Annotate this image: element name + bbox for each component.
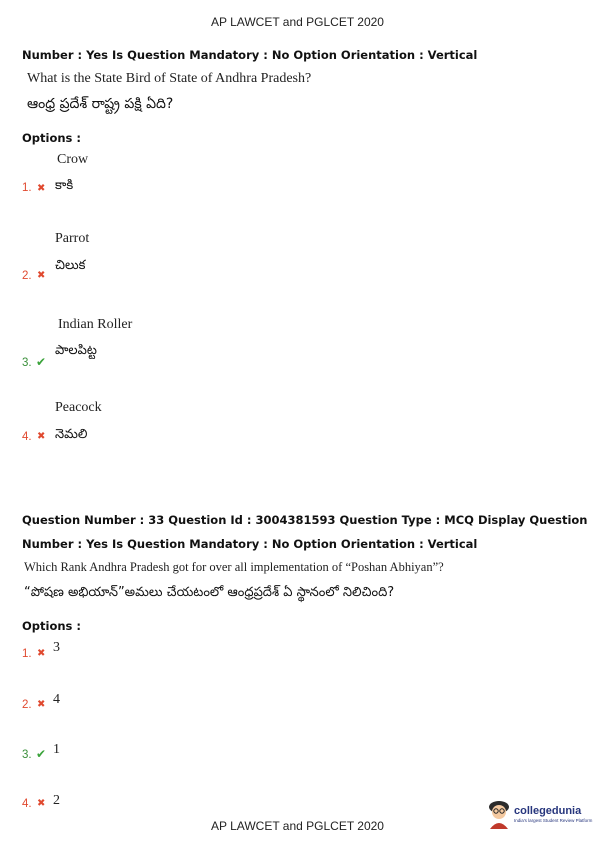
q1-option-2-en: Parrot — [55, 231, 90, 246]
q1-options-label: Options : — [22, 131, 81, 145]
wrong-icon: ✖ — [37, 648, 46, 659]
q1-option-3-en: Indian Roller — [58, 317, 133, 332]
q1-option-3-number: 3. — [22, 357, 32, 369]
q2-option-4-number: 4. — [22, 798, 32, 810]
q1-option-4-number: 4. — [22, 431, 32, 443]
q1-option-4-te: నెమలి — [55, 427, 88, 442]
q1-option-2-te: చిలుక — [55, 258, 86, 273]
q1-option-1-number: 1. — [22, 182, 32, 194]
wrong-icon: ✖ — [37, 183, 46, 194]
check-icon: ✔ — [36, 355, 47, 369]
q2-option-1-value: 3 — [53, 640, 60, 655]
q2-options-label: Options : — [22, 619, 81, 633]
page-header: AP LAWCET and PGLCET 2020 — [211, 15, 384, 29]
q2-header-line: Question Number : 33 Question Id : 3004381593 Question Type : MCQ Display Question — [22, 513, 588, 527]
q2-option-4-value: 2 — [53, 793, 60, 808]
q2-option-3-value: 1 — [53, 742, 60, 757]
q2-meta: Number : Yes Is Question Mandatory : No Option Orientation : Vertical — [22, 537, 478, 551]
q2-question-en: Which Rank Andhra Pradesh got for over all implementation of “Poshan Abhiyan”? — [24, 560, 444, 574]
q1-meta: Number : Yes Is Question Mandatory : No Option Orientation : Vertical — [22, 48, 478, 62]
collegedunia-mascot-icon — [485, 799, 513, 829]
q1-option-2-number: 2. — [22, 270, 32, 282]
wrong-icon: ✖ — [37, 270, 46, 281]
q2-question-te: “పోషణ అభియాన్”అమలు చేయటంలో ఆంధ్రప్రదేశ్ ఏ స్థానంలో నిలిచింది? — [24, 585, 395, 600]
q2-option-1-number: 1. — [22, 648, 32, 660]
q1-option-3-te: పాలపిట్ట — [55, 343, 97, 358]
check-icon: ✔ — [36, 747, 47, 761]
page-footer: AP LAWCET and PGLCET 2020 — [211, 819, 384, 833]
wrong-icon: ✖ — [37, 798, 46, 809]
logo-tagline: India's largest Student Review Platform — [514, 818, 593, 823]
q2-option-2-value: 4 — [53, 692, 60, 707]
wrong-icon: ✖ — [37, 699, 46, 710]
logo-name: collegedunia — [514, 805, 582, 817]
q1-option-4-en: Peacock — [55, 400, 102, 415]
q2-option-2-number: 2. — [22, 699, 32, 711]
wrong-icon: ✖ — [37, 431, 46, 442]
q1-option-1-te: కాకి — [55, 178, 74, 193]
q2-option-3-number: 3. — [22, 749, 32, 761]
q1-question-en: What is the State Bird of State of Andhra Pradesh? — [27, 71, 312, 86]
q1-option-1-en: Crow — [57, 152, 89, 167]
q1-question-te: ఆంధ్ర ప్రదేశ్ రాష్ట్ర పక్షి ఏది? — [27, 96, 174, 112]
